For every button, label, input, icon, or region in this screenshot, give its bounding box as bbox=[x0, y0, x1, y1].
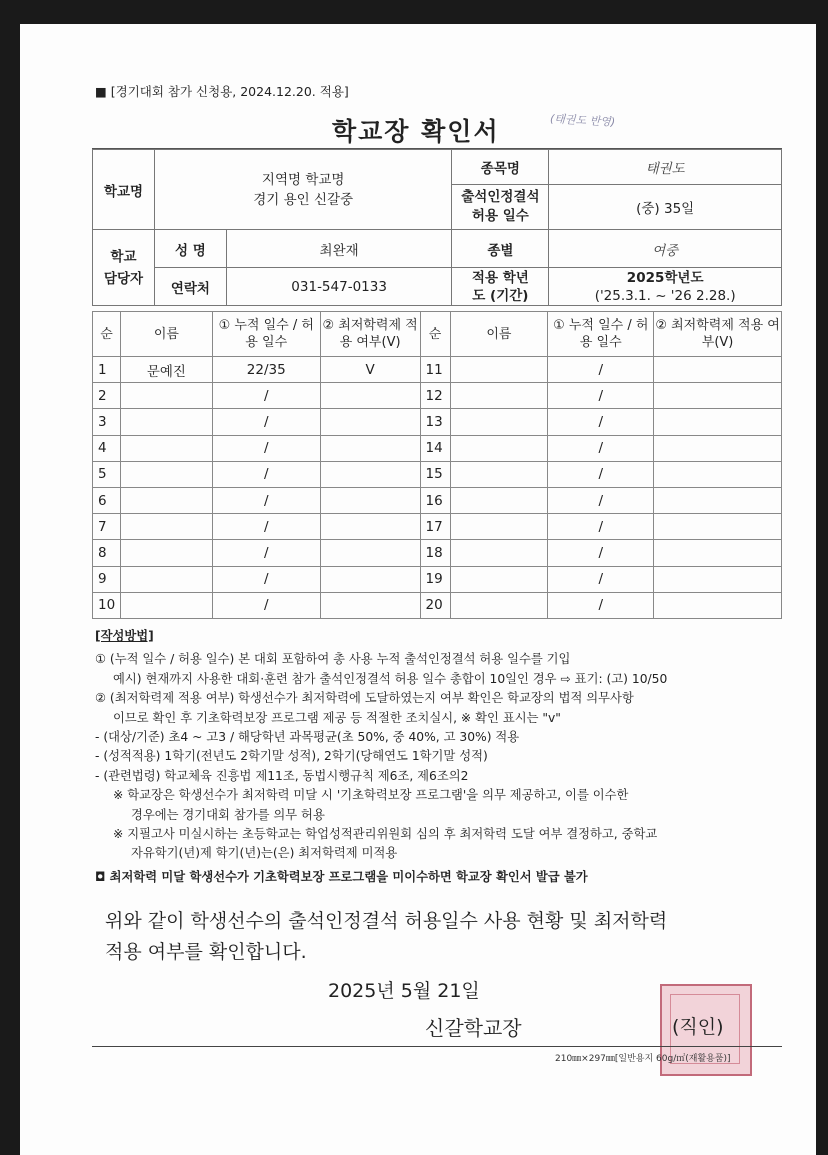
allowed-days-label: 출석인정결석 허용 일수 bbox=[452, 185, 549, 230]
student-no-cell: 10 bbox=[93, 592, 121, 618]
event-label: 종목명 bbox=[452, 150, 549, 185]
method-warning: ◘ 최저학력 미달 학생선수가 기초학력보장 프로그램을 미이수하면 학교장 확인서 발급 불가 bbox=[95, 869, 588, 884]
method-line-6: - (성적적용) 1학기(전년도 2학기말 성적), 2학기(당해연도 1학기말 성적) bbox=[95, 749, 488, 764]
student-min-cell bbox=[320, 435, 420, 461]
table-row bbox=[93, 435, 782, 461]
table-row bbox=[93, 357, 782, 383]
student-min-cell bbox=[654, 540, 782, 566]
school-value: 경기 용인 신갈중 bbox=[253, 191, 354, 208]
method-line-8: ※ 학교장은 학생선수가 최저학력 미달 시 '기초학력보장 프로그램'을 의무 제공하고, 이를 이수한 bbox=[113, 788, 629, 803]
page-title: 학교장 확인서 bbox=[332, 117, 500, 146]
student-no-cell: 13 bbox=[420, 409, 450, 435]
method-line-2: 예시) 현재까지 사용한 대회·훈련 참가 출석인정결석 허용 일수 총합이 10일인 경우 ⇨ 표기: (고) 10/50 bbox=[113, 671, 668, 686]
student-days-cell: / bbox=[212, 514, 320, 540]
student-min-cell bbox=[654, 383, 782, 409]
issue-date: 2025년 5월 21일 bbox=[328, 980, 480, 1002]
student-no-cell: 16 bbox=[420, 487, 450, 513]
info-table bbox=[92, 149, 782, 306]
principal-signature-label: 신갈학교장 bbox=[425, 1016, 522, 1040]
table-row bbox=[93, 514, 782, 540]
student-min-cell bbox=[320, 514, 420, 540]
student-days-cell: 22/35 bbox=[212, 357, 320, 383]
students-header-row bbox=[93, 312, 782, 357]
allowed-days-value: (중) 35일 bbox=[549, 185, 782, 230]
school-header: 지역명 학교명 bbox=[261, 171, 345, 188]
student-no-cell: 12 bbox=[420, 383, 450, 409]
student-days-cell: / bbox=[548, 566, 654, 592]
student-no-cell: 15 bbox=[420, 461, 450, 487]
student-days-cell: / bbox=[548, 487, 654, 513]
student-no-cell: 4 bbox=[93, 435, 121, 461]
student-name-cell bbox=[120, 435, 212, 461]
table-row bbox=[93, 383, 782, 409]
method-line-4: 이므로 확인 후 기초학력보장 프로그램 제공 등 적절한 조치실시, ※ 확인 표시는 "v" bbox=[113, 710, 561, 725]
student-no-cell: 8 bbox=[93, 540, 121, 566]
student-no-cell: 6 bbox=[93, 487, 121, 513]
student-min-cell bbox=[320, 461, 420, 487]
method-line-9: 경우에는 경기대회 참가를 의무 허용 bbox=[131, 807, 325, 822]
student-min-cell bbox=[654, 461, 782, 487]
student-name-cell bbox=[450, 592, 548, 618]
staff-label: 학교 담당자 bbox=[93, 230, 155, 306]
student-name-cell bbox=[120, 383, 212, 409]
student-days-cell: / bbox=[548, 592, 654, 618]
student-min-cell bbox=[320, 383, 420, 409]
seal-label: (직인) bbox=[672, 1016, 724, 1038]
contact-label: 연락처 bbox=[154, 268, 226, 306]
student-days-cell: / bbox=[212, 435, 320, 461]
student-name-cell bbox=[450, 487, 548, 513]
student-days-cell: / bbox=[548, 435, 654, 461]
table-row bbox=[93, 461, 782, 487]
student-min-cell bbox=[654, 435, 782, 461]
header-min-2: ② 최저학력제 적용 여부(V) bbox=[654, 312, 782, 357]
student-name-cell bbox=[450, 540, 548, 566]
student-days-cell: / bbox=[548, 461, 654, 487]
school-cell bbox=[154, 150, 451, 230]
student-min-cell bbox=[654, 487, 782, 513]
student-min-cell bbox=[320, 487, 420, 513]
year-value: 2025학년도 bbox=[626, 269, 704, 286]
student-name-cell bbox=[450, 566, 548, 592]
header-days-2: ① 누적 일수 / 허용 일수 bbox=[548, 312, 654, 357]
table-row bbox=[93, 592, 782, 618]
header-no-2: 순 bbox=[420, 312, 450, 357]
student-no-cell: 18 bbox=[420, 540, 450, 566]
student-no-cell: 5 bbox=[93, 461, 121, 487]
method-line-11: 자유학기(년)제 학기(년)는(은) 최저학력제 미적용 bbox=[131, 846, 398, 861]
method-section bbox=[95, 627, 795, 887]
student-min-cell bbox=[320, 409, 420, 435]
student-days-cell: / bbox=[212, 487, 320, 513]
student-days-cell: / bbox=[212, 409, 320, 435]
header-no: 순 bbox=[93, 312, 121, 357]
header-days: ① 누적 일수 / 허용 일수 bbox=[212, 312, 320, 357]
student-name-cell bbox=[120, 566, 212, 592]
student-min-cell bbox=[320, 540, 420, 566]
paper-spec: 210㎜×297㎜[일반용지 60g/㎡(재활용품)] bbox=[555, 1054, 731, 1064]
student-name-cell bbox=[120, 461, 212, 487]
method-line-5: - (대상/기준) 초4 ~ 고3 / 해당학년 과목평균(초 50%, 중 40%, 고 30%) 적용 bbox=[95, 730, 520, 745]
table-row bbox=[93, 540, 782, 566]
student-no-cell: 11 bbox=[420, 357, 450, 383]
student-name-cell bbox=[120, 514, 212, 540]
table-row bbox=[93, 409, 782, 435]
contact-value: 031-547-0133 bbox=[226, 268, 452, 306]
year-label: 적용 학년도 (기간) bbox=[452, 268, 549, 306]
handwritten-note: (태권도 반영) bbox=[549, 112, 616, 129]
student-no-cell: 2 bbox=[93, 383, 121, 409]
footer-rule bbox=[92, 1046, 782, 1047]
student-days-cell: / bbox=[212, 461, 320, 487]
student-name-cell bbox=[120, 540, 212, 566]
student-no-cell: 3 bbox=[93, 409, 121, 435]
student-min-cell bbox=[320, 592, 420, 618]
confirm-line-1: 위와 같이 학생선수의 출석인정결석 허용일수 사용 현황 및 최저학력 bbox=[105, 910, 668, 932]
student-name-cell bbox=[450, 357, 548, 383]
student-min-cell bbox=[654, 592, 782, 618]
student-days-cell: / bbox=[548, 514, 654, 540]
method-line-1: ① (누적 일수 / 허용 일수) 본 대회 포함하여 총 사용 누적 출석인정결석 허용 일수를 기입 bbox=[95, 652, 571, 667]
confirm-statement bbox=[105, 906, 667, 968]
student-name-cell bbox=[450, 383, 548, 409]
student-no-cell: 17 bbox=[420, 514, 450, 540]
students-body bbox=[93, 357, 782, 619]
student-days-cell: / bbox=[212, 383, 320, 409]
year-period: ('25.3.1. ~ '26 2.28.) bbox=[594, 287, 736, 304]
student-days-cell: / bbox=[548, 409, 654, 435]
student-name-cell bbox=[450, 514, 548, 540]
year-cell bbox=[549, 268, 782, 306]
student-no-cell: 1 bbox=[93, 357, 121, 383]
student-name-cell bbox=[120, 487, 212, 513]
student-no-cell: 9 bbox=[93, 566, 121, 592]
confirm-line-2: 적용 여부를 확인합니다. bbox=[105, 941, 307, 963]
gender-value: 여중 bbox=[549, 230, 782, 268]
student-days-cell: / bbox=[548, 540, 654, 566]
table-row bbox=[93, 566, 782, 592]
header-name: 이름 bbox=[120, 312, 212, 357]
student-name-cell bbox=[120, 409, 212, 435]
gender-label: 종별 bbox=[452, 230, 549, 268]
student-no-cell: 14 bbox=[420, 435, 450, 461]
student-min-cell: V bbox=[320, 357, 420, 383]
student-days-cell: / bbox=[212, 540, 320, 566]
student-min-cell bbox=[654, 514, 782, 540]
table-row bbox=[93, 487, 782, 513]
student-days-cell: / bbox=[548, 357, 654, 383]
school-label: 학교명 bbox=[93, 150, 155, 230]
student-no-cell: 20 bbox=[420, 592, 450, 618]
form-usage-label: ■ [경기대회 참가 신청용, 2024.12.20. 적용] bbox=[95, 84, 349, 99]
method-line-10: ※ 지필고사 미실시하는 초등학교는 학업성적관리위원회 심의 후 최저학력 도달 여부 결정하고, 중학교 bbox=[113, 827, 658, 842]
student-name-cell bbox=[450, 435, 548, 461]
student-no-cell: 19 bbox=[420, 566, 450, 592]
student-min-cell bbox=[654, 357, 782, 383]
student-days-cell: / bbox=[548, 383, 654, 409]
method-title: [작성방법] bbox=[95, 629, 154, 643]
name-value: 최완재 bbox=[226, 230, 452, 268]
method-line-3: ② (최저학력제 적용 여부) 학생선수가 최저학력에 도달하였는지 여부 확인은 학교장의 법적 의무사항 bbox=[95, 691, 634, 706]
student-name-cell: 문예진 bbox=[120, 357, 212, 383]
student-days-cell: / bbox=[212, 592, 320, 618]
student-no-cell: 7 bbox=[93, 514, 121, 540]
student-name-cell bbox=[120, 592, 212, 618]
student-min-cell bbox=[654, 566, 782, 592]
document-page bbox=[20, 24, 816, 1155]
student-min-cell bbox=[654, 409, 782, 435]
student-name-cell bbox=[450, 409, 548, 435]
student-name-cell bbox=[450, 461, 548, 487]
name-label: 성 명 bbox=[154, 230, 226, 268]
student-days-cell: / bbox=[212, 566, 320, 592]
header-name-2: 이름 bbox=[450, 312, 548, 357]
header-min: ② 최저학력제 적용 여부(V) bbox=[320, 312, 420, 357]
student-min-cell bbox=[320, 566, 420, 592]
event-value: 태권도 bbox=[549, 150, 782, 185]
students-table bbox=[92, 311, 782, 619]
method-line-7: - (관련법령) 학교체육 진흥법 제11조, 동법시행규칙 제6조, 제6조의2 bbox=[95, 768, 469, 783]
